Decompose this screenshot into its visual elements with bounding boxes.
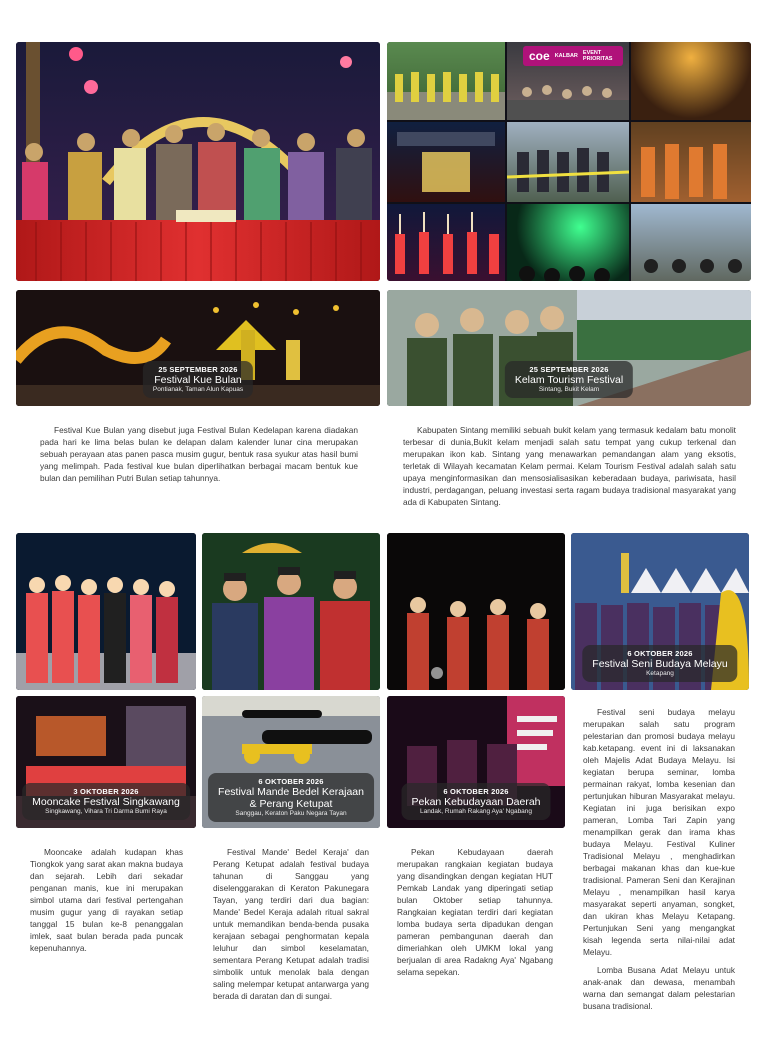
sanggau-officials-illustration <box>202 533 380 690</box>
tourism-stage-illustration <box>387 122 505 202</box>
caption-date: 6 OKTOBER 2026 <box>258 777 324 786</box>
event-prioritas-label: EVENT PRIORITAS <box>582 50 613 62</box>
caption-title: Kelam Tourism Festival <box>514 374 624 386</box>
text-mande <box>213 846 369 1008</box>
photo-collage <box>387 42 751 281</box>
caption-date: 25 SEPTEMBER 2026 <box>158 365 238 374</box>
paragraph: Festival Kue Bulan yang disebut juga Festival Bulan Kedelapan karena diadakan pada hari ke lima belas bulan ke delapan dalam kalender lunar cina merupakan sebuah perayaan atas panen pasca musim gugur, bentuk rasa syukur atas hasil bumi yang melimpah. Pada festival kue bulan diperlihatkan berbagai macam bentuk kue bulan dan pemilihan Putri Bulan setiap tahunnya. <box>40 425 358 483</box>
musicians-illustration <box>631 122 751 202</box>
photo-festival-kue-bulan <box>16 290 380 406</box>
paragraph: Festival seni budaya melayu merupakan salah satu program pelestarian dan promosi budaya melayu kab.ketapang. event ini di laksanakan oleh Majelis Adat Budaya Melayu. Isi kegiatan berupa seminar, lomba permainan rakyat, lomba kesenian dan pertunjukan hiburan Masyarakat melayu. Kegiatan ini juga berisikan expo pameran, Lomba Tari Zapin yang menampilkan gerak dan irama khas budaya Melayu. Festival Kuliner Tradisional Melayu , menghadirkan berbagai makanan khas dan kue-kue tradisional. Pameran Seni dan Kerajinan Melayu , menampilkan hasil karya masyarakat seperti anyaman, songket, dan ukiran khas Melayu Ketapang. Pertunjukan Seni yang mengangkat kisah legenda serta nilai-nilai adat Melayu. <box>583 707 735 957</box>
ribbon-illustration <box>507 122 629 202</box>
mooncake-costumes-illustration <box>16 533 196 690</box>
motorcade-illustration <box>631 204 751 281</box>
caption-location: Pontianak, Taman Alun Kapuas <box>152 386 244 393</box>
text-kue-bulan <box>40 424 358 490</box>
photo-sanggau-officials <box>202 533 380 690</box>
caption-location: Ketapang <box>646 670 674 677</box>
night-performance-illustration <box>387 533 565 690</box>
paragraph: Pekan Kebudayaan daerah merupakan rangkaian kegiatan budaya yang disandingkan dengan kegiatan HUT Pemkab Landak yang diperingati setiap bulan Oktober setiap tahunnya. Rangkaian kegiatan terdiri dari kegiatan lomba budaya serta dipadukan dengan pameran pembangunan daerah dan dimeriahkan oleh UMKM lokal yang berjualan di area Radakng Aya' Ngabang selama sepekan. <box>397 847 553 977</box>
text-seni-melayu <box>583 706 735 1018</box>
caption-mooncake <box>22 783 190 820</box>
photo-mooncake-costumes <box>16 533 196 690</box>
caption-kue-bulan <box>143 361 253 398</box>
coe-logo-sub: KALBAR <box>554 53 578 59</box>
photo-festival-seni-budaya-melayu <box>571 533 749 690</box>
caption-title: Mooncake Festival Singkawang <box>32 796 180 808</box>
caption-title-line-2: & Perang Ketupat <box>249 798 333 810</box>
caption-title: Festival Seni Budaya Melayu <box>592 658 728 670</box>
collage-cell-motorcade <box>631 204 751 281</box>
paragraph: Festival Mande' Bedel Keraja' dan Perang Ketupat adalah festival budaya tahunan di Sanggau yang diselenggarakan di Keraton Pakunegara Tayan, yang terdiri dari dua bagian: Mande' Bedel Keraja adalah ritual sakral untuk memandikan benda-benda pusaka kerajaan sebagai penghormatan kepala leluhur dan simbol keselamatan, sementara Perang Ketupat adalah tradisi simbolik untuk menolak bala dengan saling melempar ketupat antarwarga yang berada di daratan dan di sungai. <box>213 847 369 1001</box>
caption-date: 3 OKTOBER 2026 <box>73 787 139 796</box>
collage-cell-night-crowd <box>631 42 751 120</box>
photo-mande-bedel <box>202 696 380 828</box>
collage-cell-musicians <box>631 122 751 202</box>
caption-location: Sintang, Bukit Kelam <box>538 386 600 393</box>
coe-logo-text: coe <box>529 49 550 63</box>
caption-title: Pekan Kebudayaan Daerah <box>411 796 541 808</box>
paragraph: Mooncake adalah kudapan khas Tiongkok yang sarat akan makna budaya dan sejarah. Lebih dari sekadar penganan manis, kue ini merupakan simbol utama dari festival pertengahan musim gugur yang di rayakan setiap tanggal 15 bulan ke-8 penanggalan imlek, saat bulan berada pada puncak kepenuhannya. <box>30 847 183 953</box>
text-mooncake <box>30 846 183 960</box>
collage-cell-parade <box>387 42 505 120</box>
photo-night-performance <box>387 533 565 690</box>
caption-kelam <box>505 361 633 398</box>
caption-seni-melayu <box>582 645 737 682</box>
caption-date: 25 SEPTEMBER 2026 <box>529 365 609 374</box>
paragraph: Lomba Busana Adat Melayu untuk anak-anak dan dewasa, menambah warna dan semangat dalam pelestarian busana tradisional. <box>583 965 735 1011</box>
caption-mande <box>208 773 374 822</box>
photo-pekan-kebudayaan <box>387 696 565 828</box>
event-prioritas-badge <box>523 46 623 66</box>
collage-cell-dancers <box>387 204 505 281</box>
caption-location: Sanggau, Keraton Paku Negara Tayan <box>235 810 347 817</box>
photo-mooncake-festival <box>16 696 196 828</box>
dancers-illustration <box>387 204 505 281</box>
collage-cell-concert <box>507 204 629 281</box>
caption-location: Singkawang, Vihara Tri Darma Bumi Raya <box>45 808 167 815</box>
photo-kelam-tourism-festival <box>387 290 751 406</box>
collage-cell-tourism-stage <box>387 122 505 202</box>
collage-cell-ribbon <box>507 122 629 202</box>
caption-location: Landak, Rumah Rakang Aya' Ngabang <box>419 808 533 815</box>
caption-title: Festival Kue Bulan <box>154 374 242 386</box>
paragraph: Kabupaten Sintang memiliki sebuah bukit kelam yang termasuk kedalam batu monolit terbesar di dunia,Bukit kelam menjadi salah satu tempat yang cukup terkenal dan merupakan ikon kab. Sintang yang menawarkan pemandangan alam yang eksotis, terletak di Wilayah kecamatan Kelam permai. Kelam Tourism Festival adalah salah satu upaya menginformasikan dan mensosialisasikan keberadaan budaya, pariwisata, hasil industri, perdagangan, peluang investasi serta ragam budaya tradisional masyarakat yang ada di Kabupaten Sintang. <box>403 425 736 507</box>
caption-date: 6 OKTOBER 2026 <box>627 649 693 658</box>
concert-illustration <box>507 204 629 281</box>
caption-title-line-1: Festival Mande Bedel Kerajaan <box>218 786 364 798</box>
caption-pekan <box>401 783 550 820</box>
parade-illustration <box>387 42 505 120</box>
text-kelam <box>403 424 736 514</box>
stage-ceremony-illustration <box>16 42 380 281</box>
text-pekan <box>397 846 553 984</box>
caption-date: 6 OKTOBER 2026 <box>443 787 509 796</box>
photo-stage-ceremony <box>16 42 380 281</box>
